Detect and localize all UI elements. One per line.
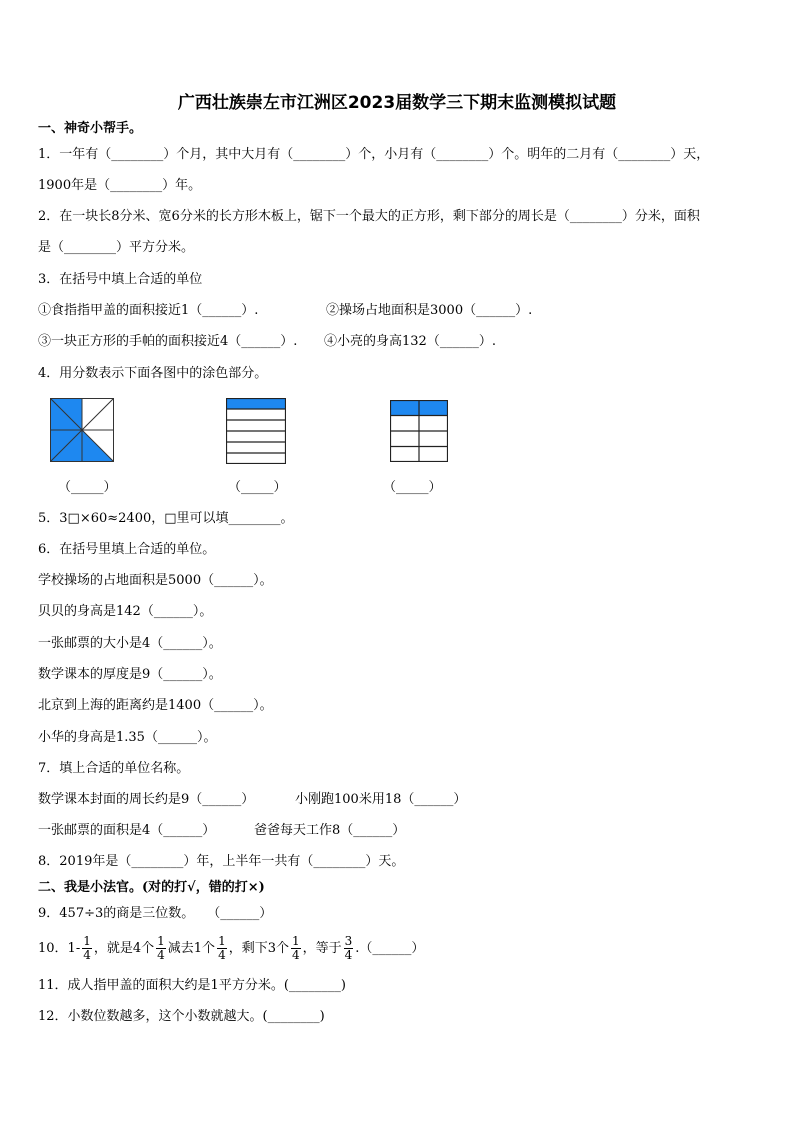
- question-8: 8．2019年是（________）年，上半年一共有（________）天。: [38, 854, 405, 869]
- fraction-one-quarter: $\frac{1}{4}$: [291, 934, 300, 962]
- question-7-b: 小刚跑100米用18（______）: [295, 792, 467, 807]
- figure-triangles: [50, 398, 114, 462]
- question-3-c: ③一块正方形的手帕的面积接近4（______）.: [38, 334, 298, 349]
- fraction-one-quarter: $\frac{1}{4}$: [83, 934, 91, 962]
- fraction-one-quarter: $\frac{1}{4}$: [157, 934, 165, 962]
- question-7-c: 一张邮票的面积是4（______）: [38, 823, 216, 838]
- question-3-d: ④小亮的身高132（______）.: [324, 334, 496, 349]
- question-6-item: 贝贝的身高是142（______）。: [38, 604, 213, 619]
- question-4-stem: 4．用分数表示下面各图中的涂色部分。: [38, 366, 268, 381]
- question-1-line-1: 1．一年有（________）个月，其中大月有（________）个，小月有（________）个。明年的二月有（________）天，: [38, 147, 710, 162]
- fraction-one-quarter: $\frac{1}{4}$: [218, 934, 226, 962]
- question-2-line-1: 2．在一块长8分米、宽6分米的长方形木板上，锯下一个最大的正方形，剩下部分的周长是（________）分米，面积: [38, 209, 700, 224]
- question-7-a: 数学课本封面的周长约是9（______）: [38, 792, 255, 807]
- figure-strips: [226, 398, 286, 464]
- question-6-item: 小华的身高是1.35（______）。: [38, 730, 217, 745]
- question-7-stem: 7．填上合适的单位名称。: [38, 761, 190, 776]
- question-5: 5．3□×60≈2400，□里可以填________。: [38, 511, 294, 526]
- figure-2-blank: （_____）: [228, 480, 287, 495]
- question-10: 10．1- $\frac{1}{4}$ ，就是4个 $\frac{1}{4}$ 减去1个 $\frac{1}{4}$ ，剩下3个 $\frac{1}{4}$ ，等于 $\frac{3}{4}$ .（______）: [38, 934, 425, 962]
- question-1-line-2: 1900年是（________）年。: [38, 178, 202, 193]
- page-title: 广西壮族崇左市江洲区2023届数学三下期末监测模拟试题: [177, 93, 617, 113]
- question-3-stem: 3．在括号中填上合适的单位: [38, 272, 203, 287]
- figure-grid: [390, 400, 448, 462]
- question-11: 11．成人指甲盖的面积大约是1平方分米。(________): [38, 978, 346, 993]
- fraction-three-quarters: $\frac{3}{4}$: [344, 934, 353, 962]
- question-6-item: 一张邮票的大小是4（______）。: [38, 636, 222, 651]
- question-3-a: ①食指指甲盖的面积接近1（______）.: [38, 303, 259, 318]
- question-6-item: 北京到上海的距离约是1400（______）。: [38, 698, 273, 713]
- question-6-item: 学校操场的占地面积是5000（______）。: [38, 573, 273, 588]
- question-9: 9．457÷3的商是三位数。 （______）: [38, 906, 273, 921]
- question-7-d: 爸爸每天工作8（______）: [254, 823, 406, 838]
- question-2-line-2: 是（________）平方分米。: [38, 240, 195, 255]
- question-6-item: 数学课本的厚度是9（______）。: [38, 667, 222, 682]
- question-12: 12．小数位数越多，这个小数就越大。(________): [38, 1009, 325, 1024]
- question-6-stem: 6．在括号里填上合适的单位。: [38, 542, 216, 557]
- section-2-heading: 二、我是小法官。(对的打√，错的打×): [38, 880, 265, 895]
- question-3-b: ②操场占地面积是3000（______）.: [326, 303, 533, 318]
- section-1-heading: 一、神奇小帮手。: [38, 121, 143, 136]
- figure-3-blank: （_____）: [383, 480, 442, 495]
- figure-1-blank: （_____）: [58, 480, 117, 495]
